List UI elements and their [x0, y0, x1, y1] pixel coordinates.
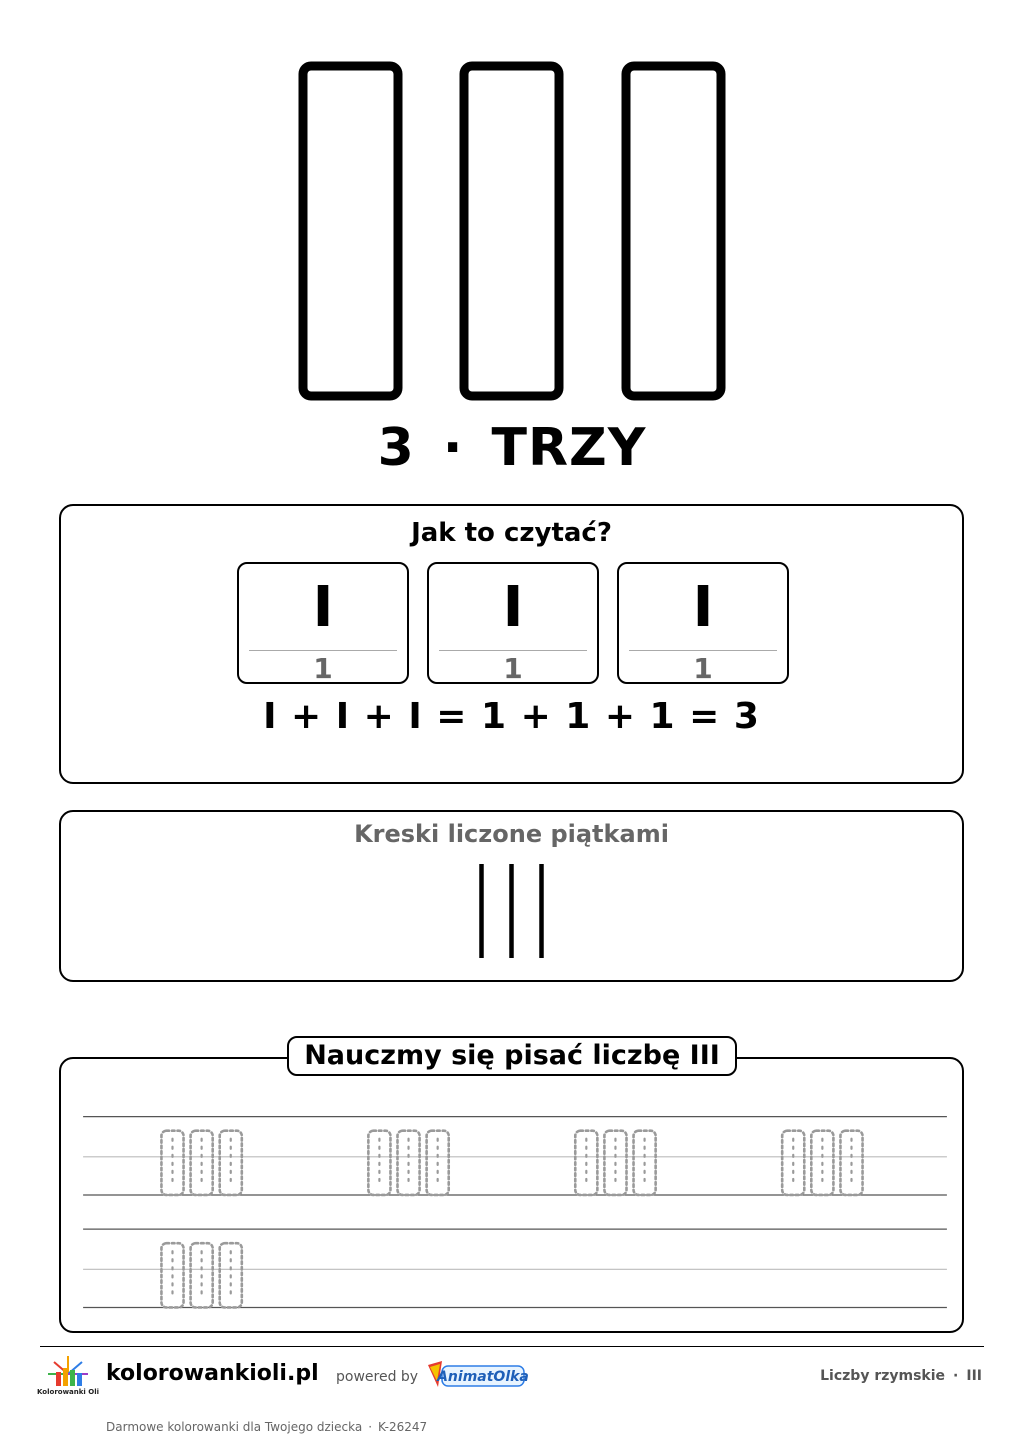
tracing-numeral [782, 1131, 862, 1195]
tally-panel [59, 810, 964, 982]
footer-note [106, 1420, 427, 1434]
brand-text: AnimatOlka [437, 1369, 529, 1385]
card-value: 1 [313, 652, 333, 685]
reading-panel [59, 504, 964, 784]
note-separator: · [368, 1420, 373, 1434]
tracing-area [61, 1059, 966, 1335]
practice-heading: Nauczmy się pisać liczbę III [287, 1036, 737, 1076]
tracing-numeral [161, 1131, 241, 1195]
symbol-card [237, 562, 409, 684]
animatolka-logo-icon [424, 1357, 529, 1393]
series-separator: · [953, 1368, 959, 1384]
number-title [0, 418, 1024, 478]
site-name: kolorowankioli.pl [106, 1361, 319, 1386]
card-symbol: I [502, 575, 524, 640]
card-symbol: I [692, 575, 714, 640]
title-number: 3 [377, 418, 415, 478]
tracing-numeral [575, 1131, 655, 1195]
card-divider [629, 650, 777, 651]
card-symbol: I [312, 575, 334, 640]
symbol-card [427, 562, 599, 684]
series-name: Liczby rzymskie [820, 1368, 946, 1384]
roman-numeral-outline [0, 62, 1024, 402]
symbol-card [617, 562, 789, 684]
logo-text: Kolorowanki Oli [37, 1388, 99, 1396]
card-divider [439, 650, 587, 651]
tally-heading: Kreski liczone piątkami [354, 820, 669, 848]
tracing-numeral [368, 1131, 448, 1195]
symbol-cards [237, 562, 791, 686]
title-word: TRZY [491, 418, 647, 478]
series-value: III [966, 1368, 982, 1384]
practice-panel [59, 1057, 964, 1333]
equation: I + I + I = 1 + 1 + 1 = 3 [263, 696, 760, 737]
card-divider [249, 650, 397, 651]
footer-divider [40, 1346, 984, 1347]
powered-by: powered by [336, 1369, 419, 1385]
series-label [820, 1368, 982, 1384]
tracing-numeral [161, 1243, 241, 1307]
page-code: K-26247 [378, 1420, 428, 1434]
reading-heading: Jak to czytać? [411, 518, 612, 548]
card-value: 1 [693, 652, 713, 685]
tally-marks [61, 862, 962, 962]
title-separator: · [442, 418, 464, 478]
note-text: Darmowe kolorowanki dla Twojego dziecka [106, 1420, 363, 1434]
kolorowanki-logo-icon [37, 1354, 99, 1400]
card-value: 1 [503, 652, 523, 685]
